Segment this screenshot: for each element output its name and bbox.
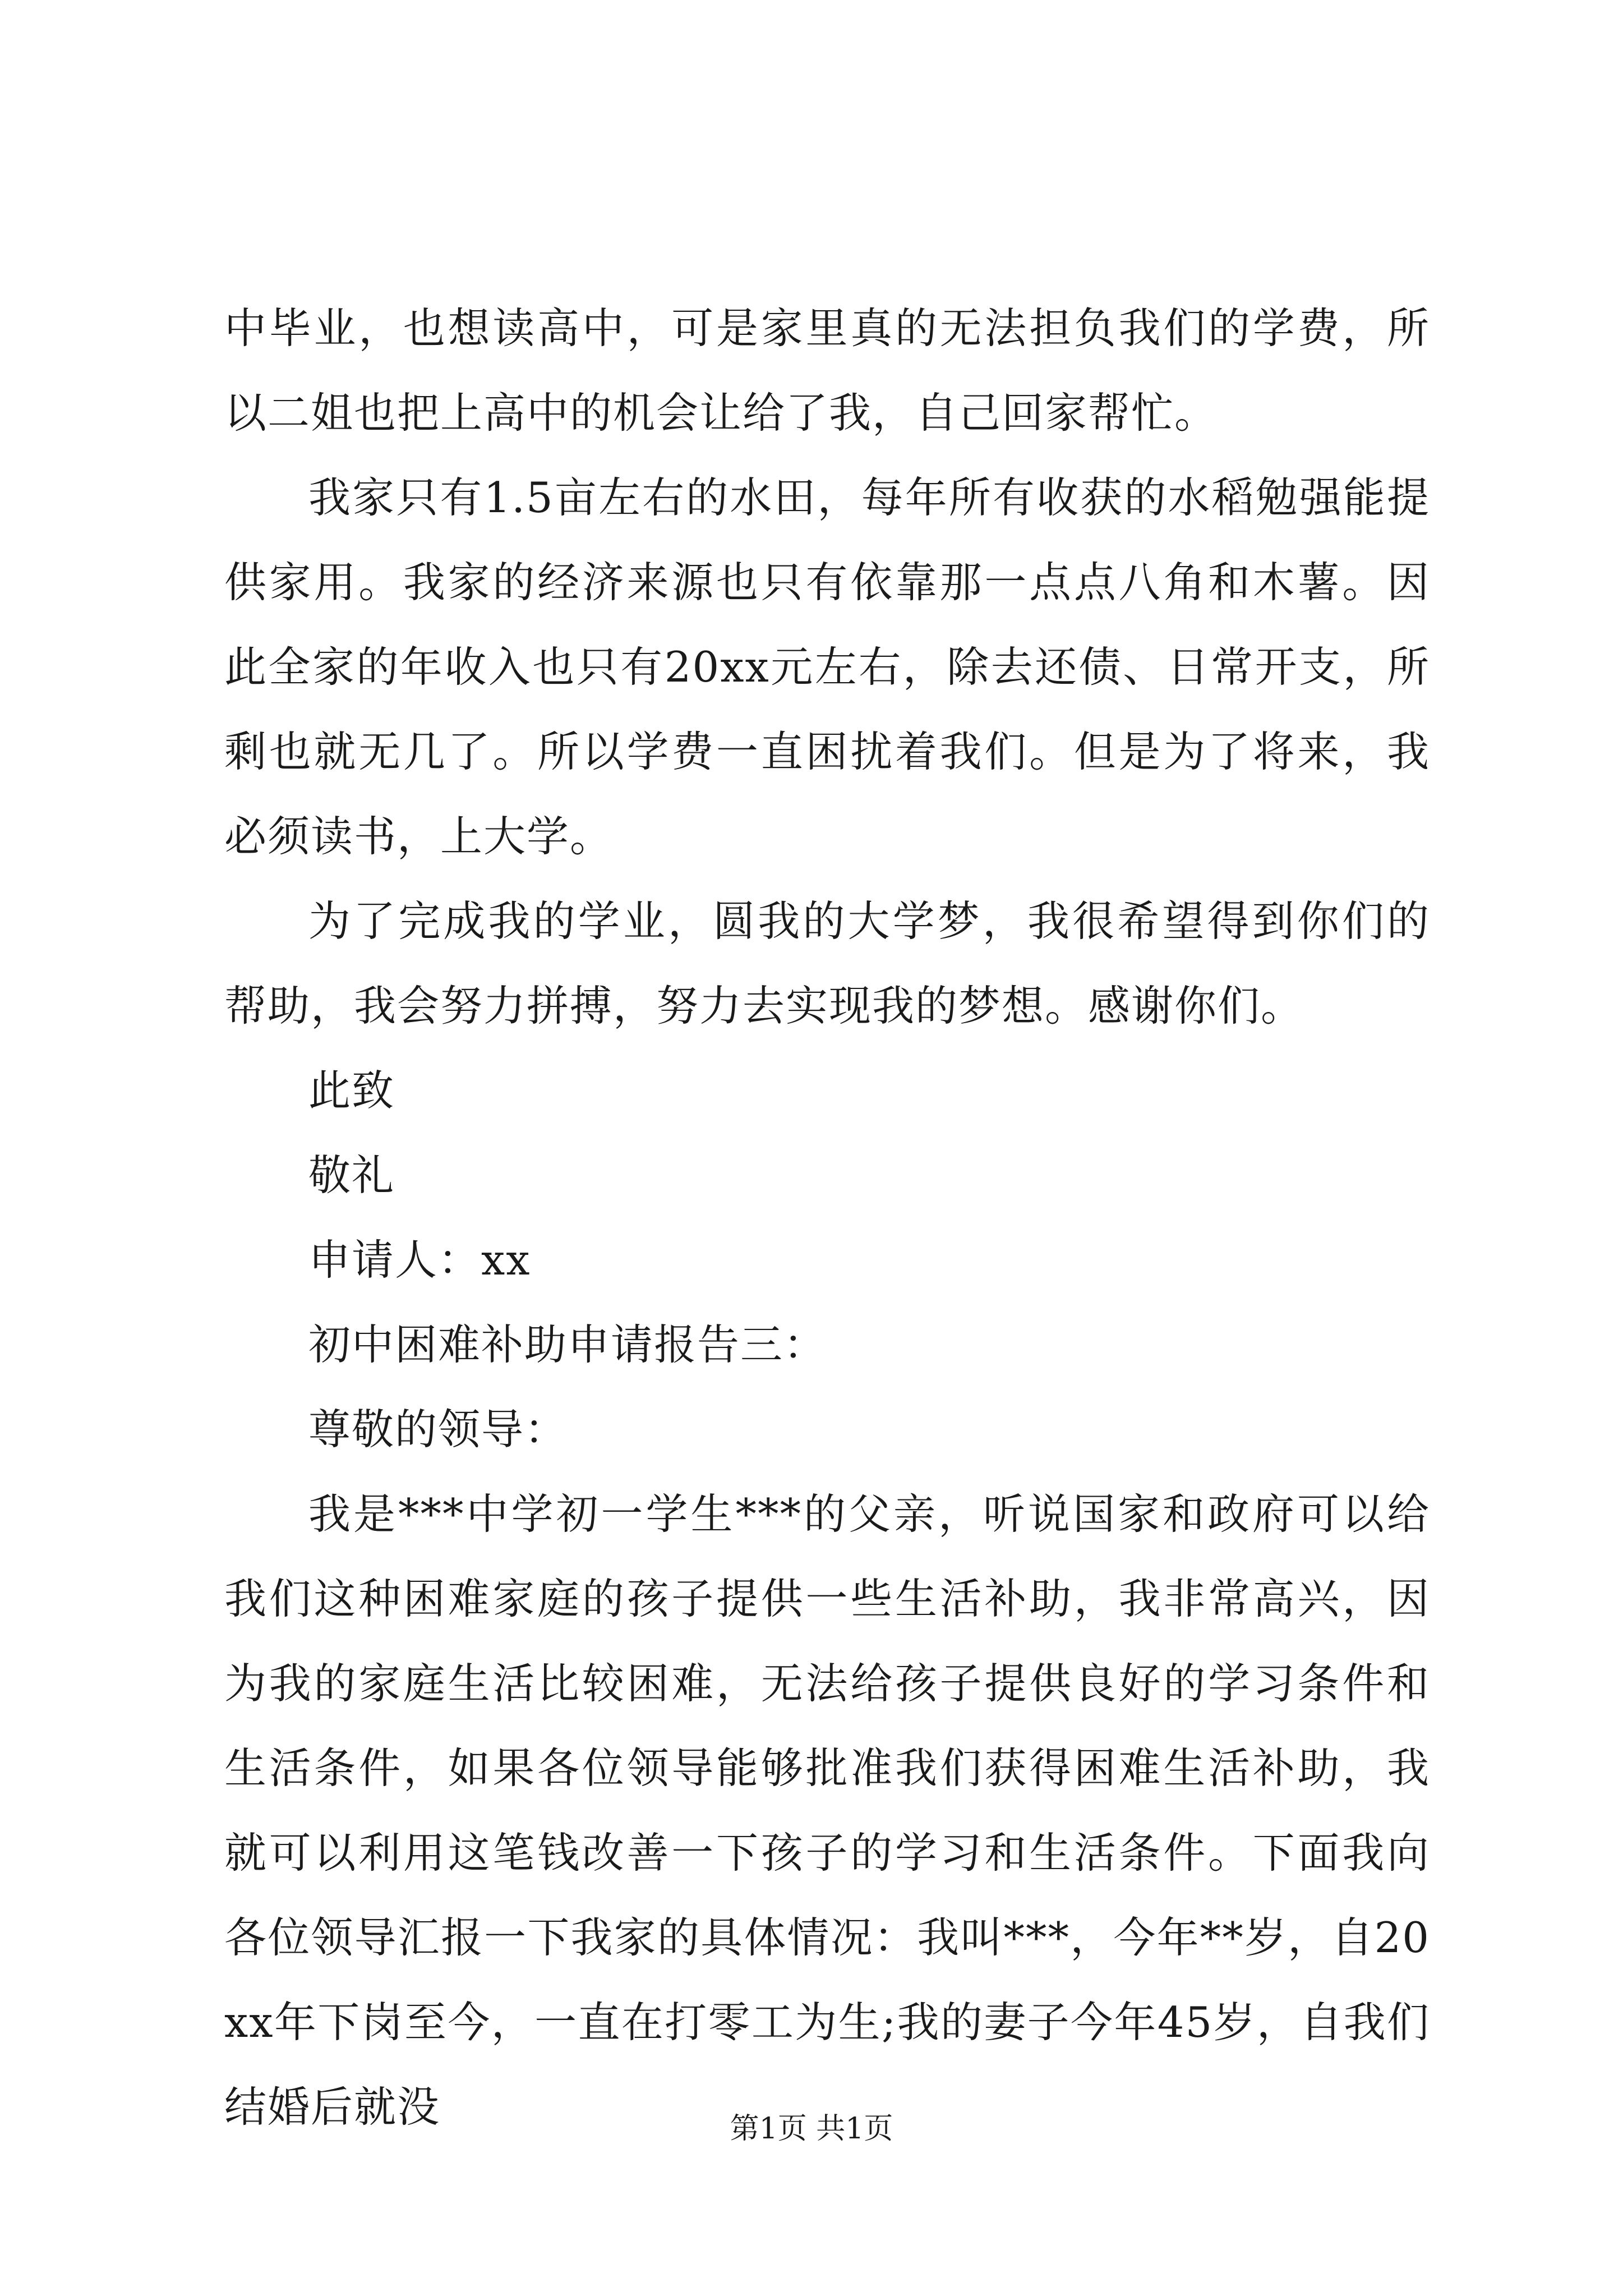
applicant-line: 申请人：xx — [308, 1235, 531, 1285]
paragraph-2: 我家只有1.5亩左右的水田，每年所有收获的水稻勉强能提供家用。我家的经济来源也只有依靠那一点点八角和木薯。因此全家的年收入也只有20xx元左右，除去还债、日常开支，所剩也就无几了。所以学费一直困扰着我们。但是为了将来，我必须读书，上大学。 — [224, 473, 1430, 861]
paragraph-1: 中毕业，也想读高中，可是家里真的无法担负我们的学费，所以二姐也把上高中的机会让给了我，自己回家帮忙。 — [224, 303, 1430, 438]
section-heading: 初中困难补助申请报告三： — [308, 1320, 827, 1369]
closing-salutation: 此致 — [308, 1066, 395, 1115]
page-footer: 第1页 共1页 — [730, 2112, 893, 2146]
document-body — [224, 286, 1430, 2150]
closing-regards: 敬礼 — [308, 1151, 395, 1200]
greeting: 尊敬的领导： — [308, 1405, 568, 1454]
paragraph-3: 为了完成我的学业，圆我的大学梦，我很希望得到你们的帮助，我会努力拼搏，努力去实现我的梦想。感谢你们。 — [224, 896, 1430, 1030]
paragraph-body: 我是***中学初一学生***的父亲，听说国家和政府可以给我们这种困难家庭的孩子提供一些生活补助，我非常高兴，因为我的家庭生活比较困难，无法给孩子提供良好的学习条件和生活条件，如果各位领导能够批准我们获得困难生活补助，我就可以利用这笔钱改善一下孩子的学习和生活条件。下面我向各位领导汇报一下我家的具体情况：我叫***，今年**岁，自20xx年下岗至今，一直在打零工为生;我的妻子今年45岁，自我们结婚后就没 — [224, 1489, 1430, 2132]
